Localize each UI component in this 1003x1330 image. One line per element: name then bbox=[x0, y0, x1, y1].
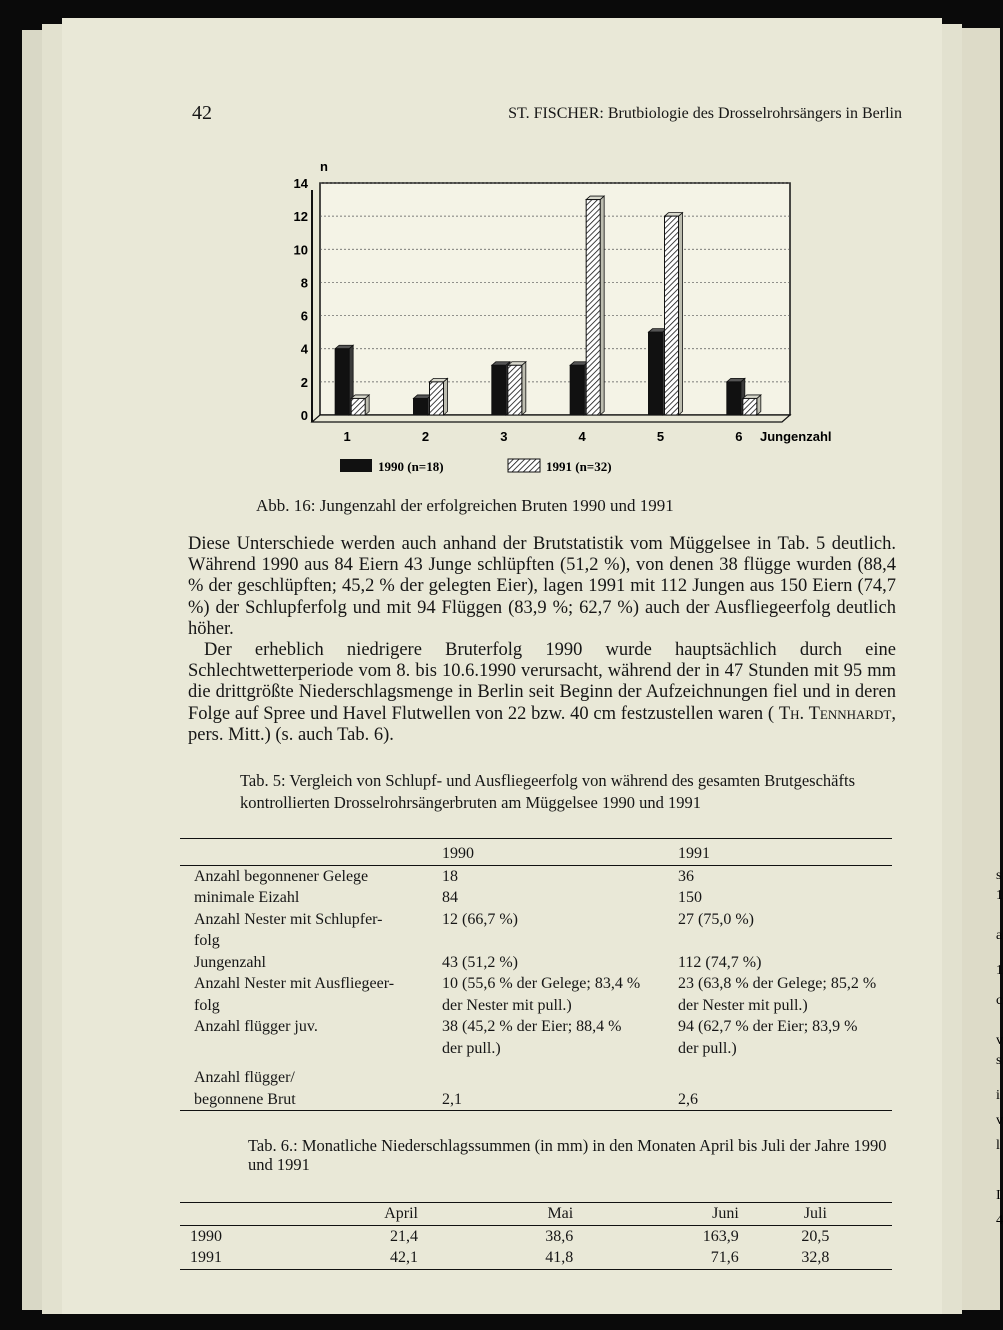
table5-value-1990: 18 bbox=[442, 867, 458, 885]
table6-year: 1990 bbox=[190, 1227, 222, 1245]
table-row bbox=[180, 909, 892, 952]
facing-page-char: i bbox=[996, 1088, 1000, 1103]
facing-page-char: v bbox=[996, 1113, 1003, 1128]
table5-value-1991: 94 (62,7 % der Eier; 83,9 % der pull.) bbox=[678, 1018, 858, 1057]
table6-april: 42,1 bbox=[390, 1249, 418, 1266]
table6-juli: 20,5 bbox=[801, 1227, 830, 1245]
table5-row-label: Anzahl Nester mit Schlupfer- folg bbox=[194, 910, 383, 949]
facing-page-char: c bbox=[996, 993, 1003, 1008]
table5-value-1990: 10 (55,6 % der Gelege; 83,4 % der Nester mit pull.) bbox=[442, 975, 641, 1014]
bar-1991-cat-6 bbox=[743, 395, 761, 415]
table5-row-label: Jungenzahl bbox=[194, 953, 266, 971]
bar-1991-cat-4-front bbox=[586, 200, 600, 415]
table5-header-row bbox=[180, 839, 892, 866]
bar-1990-cat-1 bbox=[335, 345, 353, 415]
facing-page-char: 4 bbox=[996, 1213, 1003, 1228]
table5-value-1991: 36 bbox=[678, 867, 694, 885]
table6-april: 21,4 bbox=[390, 1227, 418, 1245]
paragraph-2-text-after: , pers. Mitt.) (s. auch Tab. 6). bbox=[188, 703, 896, 745]
x-tick-label-3: 3 bbox=[500, 429, 508, 444]
table5-value-1991: 2,6 bbox=[678, 1090, 698, 1108]
table6-header-juni: Juni bbox=[573, 1203, 739, 1226]
table5-value-1990: 84 bbox=[442, 889, 458, 906]
paragraph-2-author: Th. Tennhardt bbox=[778, 703, 892, 724]
legend-swatch-1991 bbox=[508, 459, 540, 472]
bar-1990-cat-1-front bbox=[335, 349, 349, 415]
facing-page-char: s bbox=[996, 868, 1002, 883]
bar-1991-cat-2-side bbox=[444, 378, 448, 415]
table6-juni: 163,9 bbox=[702, 1227, 739, 1245]
bar-1991-cat-5-front bbox=[665, 216, 679, 415]
table5-row-label: Anzahl flügger juv. bbox=[194, 1018, 318, 1035]
bar-1990-cat-4 bbox=[570, 362, 588, 415]
table5-header-1990: 1990 bbox=[442, 839, 678, 866]
table6-header-mai: Mai bbox=[418, 1203, 573, 1226]
table-row bbox=[180, 1225, 892, 1247]
bar-chart bbox=[242, 153, 862, 483]
table6-caption: Tab. 6.: Monatliche Niederschlagssummen (in mm) in den Monaten April bis Juli der Jahre 1990 und 1991 bbox=[248, 1136, 887, 1174]
table6-juli: 32,8 bbox=[801, 1249, 830, 1266]
table5-header-1991: 1991 bbox=[678, 839, 892, 866]
bar-1990-cat-5-front bbox=[649, 332, 663, 415]
bar-1990-cat-3 bbox=[492, 362, 510, 415]
table5-value-1991: 23 (63,8 % der Gelege; 85,2 % der Nester mit pull.) bbox=[678, 975, 877, 1014]
table5-value-1990: 12 (66,7 %) bbox=[442, 910, 518, 928]
x-tick-label-4: 4 bbox=[578, 429, 586, 444]
page-header bbox=[62, 102, 942, 126]
bar-1990-cat-4-front bbox=[570, 365, 584, 415]
table5-row-label: Anzahl Nester mit Ausfliegeer- folg bbox=[194, 975, 395, 1014]
body-text bbox=[188, 534, 896, 746]
figure-caption: Abb. 16: Jungenzahl der erfolgreichen Bruten 1990 und 1991 bbox=[256, 496, 674, 515]
bar-1990-cat-6-front bbox=[727, 382, 741, 415]
y-tick-label-2: 2 bbox=[300, 374, 308, 390]
table6-mai: 38,6 bbox=[545, 1227, 574, 1245]
running-head: ST. FISCHER: Brutbiologie des Drosselrohrsängers in Berlin bbox=[508, 105, 902, 122]
y-tick-label-12: 12 bbox=[293, 209, 308, 225]
bar-1991-cat-3-front bbox=[508, 365, 522, 415]
table5-caption: Tab. 5: Vergleich von Schlupf- und Ausfliegeerfolg von während des gesamten Brutgeschäfts kontrollierten Drosselrohrsängerbruten am Müggelsee 1990 und 1991 bbox=[240, 771, 856, 812]
x-tick-label-2: 2 bbox=[421, 429, 430, 444]
table-row bbox=[180, 1247, 892, 1269]
bar-1991-cat-5-side bbox=[679, 213, 683, 415]
paragraph-2 bbox=[188, 640, 896, 746]
y-tick-label-14: 14 bbox=[293, 176, 308, 191]
scanned-page bbox=[62, 18, 942, 1314]
table6-header-row bbox=[180, 1203, 892, 1226]
bar-1991-cat-3 bbox=[508, 362, 526, 415]
facing-page-char: 1 bbox=[996, 888, 1003, 903]
bar-1990-cat-2 bbox=[414, 395, 432, 415]
table5-row-label: Anzahl begonnener Gelege bbox=[194, 867, 369, 885]
legend-label-1991: 1991 (n=32) bbox=[546, 459, 612, 474]
table6-year: 1991 bbox=[190, 1249, 222, 1266]
figure-jungenzahl bbox=[242, 153, 862, 483]
paragraph-1: Diese Unterschiede werden auch anhand der Brutstatistik vom Müggelsee in Tab. 5 deutlich. Während 1990 aus 84 Eiern 43 Junge schlüpften (51,2 %), von denen 38 flügge wurden (88,4 % der geschlüpften; 45,2 % der gelegten Eier), lagen 1991 mit 112 Jungen aus 150 Eiern (74,7 %) der Schlupferfolg und mit 94 Flüggen (83,9 %; 62,7 %) auch der Ausfliegeerfolg deutlich höher. bbox=[188, 534, 896, 639]
facing-page-char: a bbox=[996, 928, 1003, 943]
table-row bbox=[180, 973, 892, 1016]
table6-header-juli: Juli bbox=[739, 1203, 892, 1226]
table5-value-1991: 150 bbox=[678, 889, 702, 906]
bar-1991-cat-6-front bbox=[743, 398, 757, 415]
y-tick-label-10: 10 bbox=[293, 242, 308, 258]
table5-value-1990: 38 (45,2 % der Eier; 88,4 % der pull.) bbox=[442, 1018, 622, 1057]
x-axis-label: Jungenzahl bbox=[760, 429, 832, 444]
bar-1991-cat-3-side bbox=[522, 362, 526, 415]
facing-page-strip bbox=[962, 28, 1003, 1310]
table6 bbox=[180, 1202, 892, 1270]
table6-juni: 71,6 bbox=[710, 1249, 739, 1266]
legend-swatch-1990 bbox=[340, 459, 372, 472]
facing-page-char: l bbox=[996, 1138, 1000, 1153]
y-tick-label-6: 6 bbox=[300, 308, 308, 324]
table-row bbox=[180, 887, 892, 909]
facing-page-char: I bbox=[996, 1188, 1001, 1203]
bar-1991-cat-5 bbox=[665, 213, 683, 415]
chart-floor bbox=[312, 415, 790, 422]
facing-page-characters bbox=[962, 28, 1003, 1310]
plot-area bbox=[320, 183, 790, 415]
bar-1991-cat-1 bbox=[351, 395, 369, 415]
y-axis-label: n bbox=[320, 159, 328, 174]
bar-1991-cat-4-side bbox=[600, 196, 604, 415]
table-row bbox=[180, 865, 892, 887]
table6-mai: 41,8 bbox=[545, 1249, 574, 1266]
x-tick-label-1: 1 bbox=[343, 429, 351, 444]
facing-page-char: s bbox=[996, 1053, 1002, 1068]
table5-value-1991: 112 (74,7 %) bbox=[678, 953, 762, 971]
y-tick-label-0: 0 bbox=[300, 408, 308, 423]
facing-page-char: v bbox=[996, 1033, 1003, 1048]
x-tick-label-6: 6 bbox=[735, 429, 743, 444]
bar-1990-cat-5 bbox=[649, 329, 667, 415]
bar-1991-cat-2-front bbox=[430, 382, 444, 415]
bar-1990-cat-6 bbox=[727, 378, 745, 415]
facing-page-char: 1 bbox=[996, 963, 1003, 978]
bar-1991-cat-4 bbox=[586, 196, 604, 415]
table-row bbox=[180, 952, 892, 974]
x-tick-label-5: 5 bbox=[656, 429, 665, 444]
table5-header-empty bbox=[180, 839, 442, 866]
legend-label-1990: 1990 (n=18) bbox=[378, 459, 444, 474]
table6-header-empty bbox=[180, 1203, 294, 1226]
table6-header-april: April bbox=[294, 1203, 418, 1226]
table5-row-label: Anzahl flügger/ begonnene Brut bbox=[194, 1069, 296, 1108]
bar-1990-cat-3-front bbox=[492, 365, 506, 415]
table-row bbox=[180, 1016, 892, 1059]
table5-value-1990: 2,1 bbox=[442, 1090, 462, 1108]
table5-row-label: minimale Eizahl bbox=[194, 889, 300, 906]
y-tick-label-4: 4 bbox=[300, 341, 308, 357]
table5-value-1990: 43 (51,2 %) bbox=[442, 953, 518, 971]
paragraph-2-text-before: Der erheblich niedrigere Bruterfolg 1990 wurde hauptsächlich durch eine Schlechtwetterperiode vom 8. bis 10.6.1990 verursacht, während der in 47 Stunden mit 95 mm die drittgrößte Niederschlagsmenge in Berlin seit Beginn der Aufzeichnungen fiel und in deren Folge auf Spree und Havel Flutwellen von 22 bzw. 40 cm festzustellen waren ( bbox=[188, 640, 896, 724]
table5-value-1991: 27 (75,0 %) bbox=[678, 910, 754, 928]
table5 bbox=[180, 838, 892, 1111]
page-number: 42 bbox=[192, 102, 212, 124]
y-tick-label-8: 8 bbox=[300, 275, 308, 291]
bar-1991-cat-1-front bbox=[351, 398, 365, 415]
table-row bbox=[180, 1059, 892, 1111]
bar-1991-cat-2 bbox=[430, 378, 448, 415]
bar-1990-cat-2-front bbox=[414, 398, 428, 415]
